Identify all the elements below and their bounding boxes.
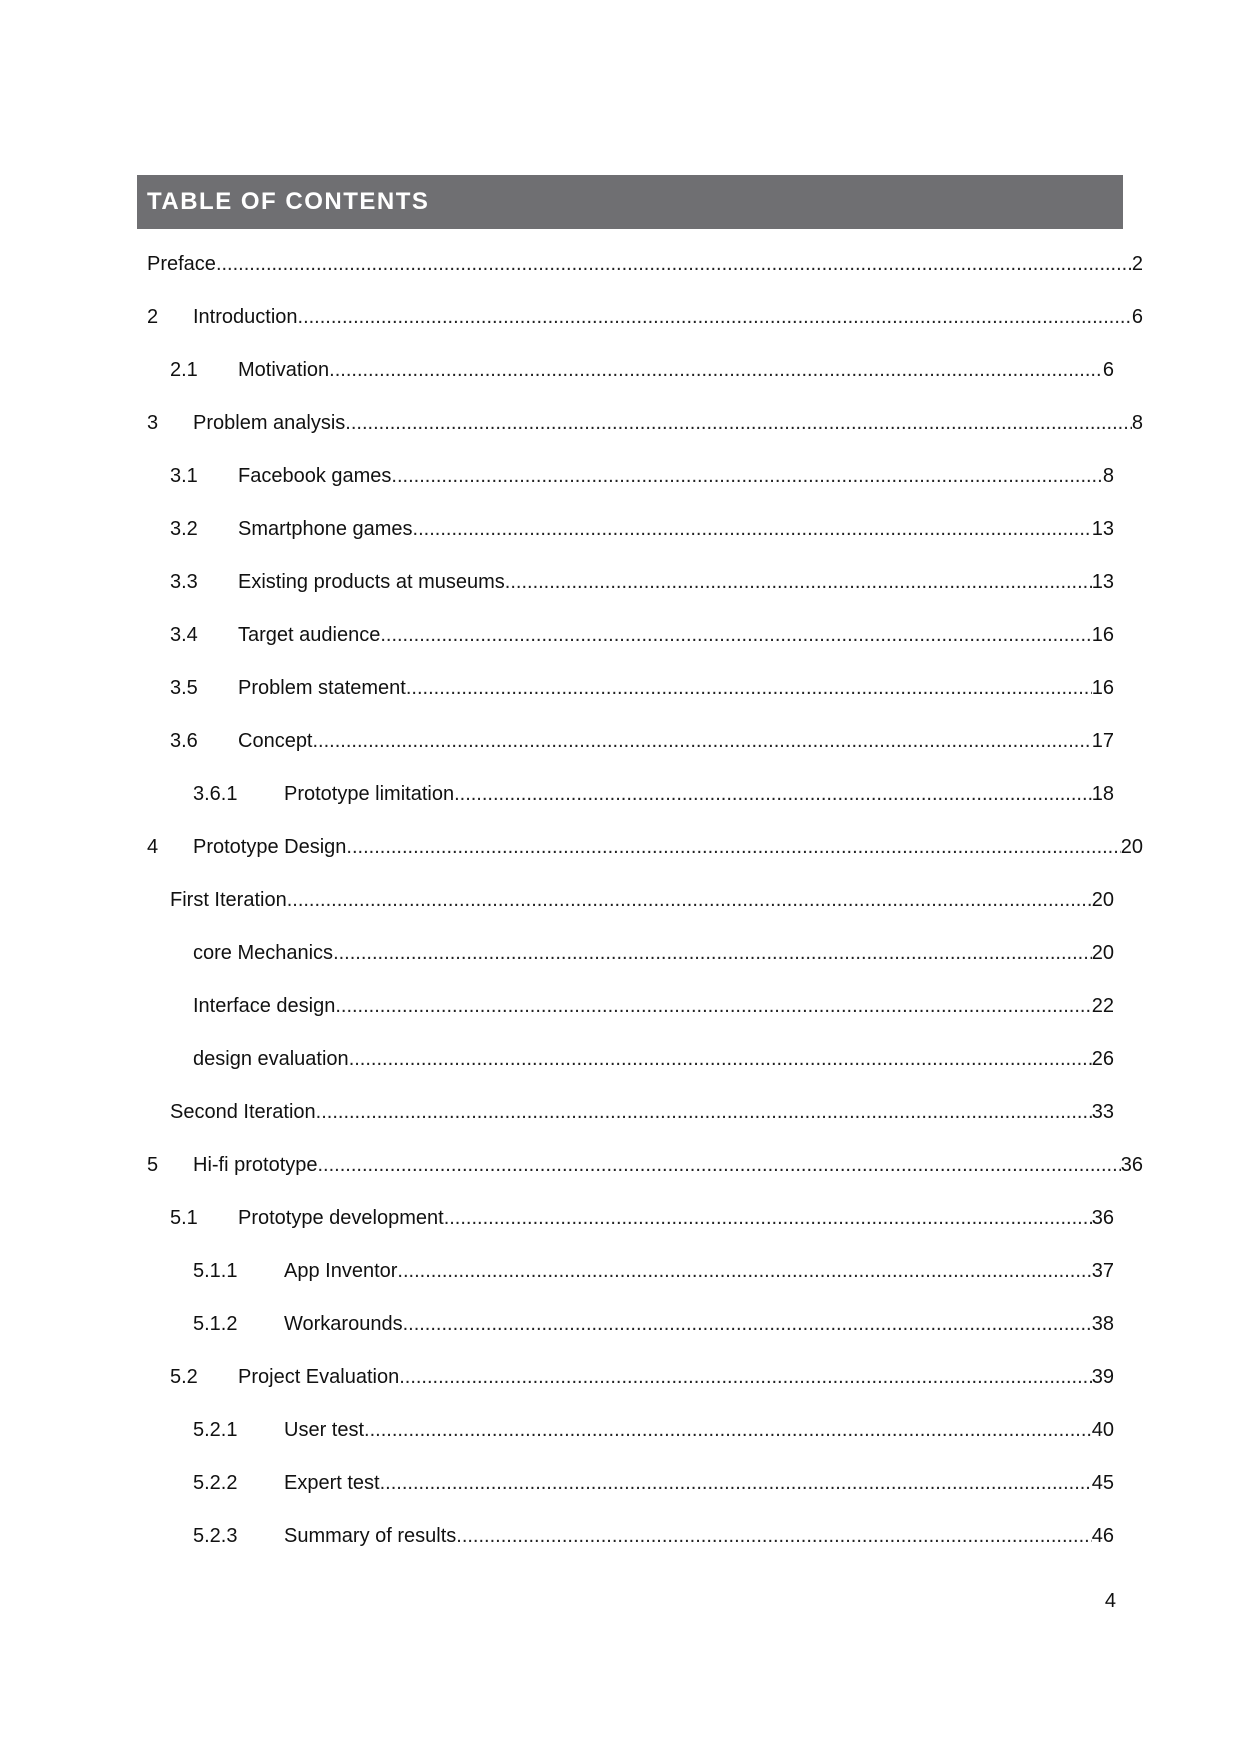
toc-entry-number: 5.1	[170, 1207, 198, 1229]
toc-entry-leader	[349, 1044, 1092, 1074]
toc-entry-leader	[333, 938, 1092, 968]
toc-entry-page: 6	[1131, 306, 1143, 328]
toc-entry-title: Facebook games	[238, 465, 392, 487]
toc-entry[interactable]	[170, 885, 1114, 915]
toc-entry-title: Existing products at museums	[238, 571, 505, 593]
toc-entry-number: 2.1	[170, 359, 198, 381]
toc-entry-leader	[454, 779, 1092, 809]
toc-entry-number: 5.2	[170, 1366, 198, 1388]
toc-entry-title: First Iteration	[170, 889, 287, 911]
toc-entry-leader	[505, 567, 1092, 597]
toc-entry-number: 3.1	[170, 465, 198, 487]
toc-entry-number: 5.2.3	[193, 1525, 238, 1547]
toc-entry-leader	[391, 461, 1102, 491]
toc-entry-page: 13	[1091, 518, 1114, 540]
toc-entry-title: App Inventor	[284, 1260, 398, 1282]
page-number: 4	[1104, 1590, 1116, 1612]
toc-entry-page: 20	[1091, 889, 1114, 911]
toc-entry[interactable]	[170, 567, 1114, 597]
toc-entry-title: Preface	[147, 253, 216, 275]
toc-entry-number: 3	[147, 412, 159, 434]
toc-entry[interactable]	[193, 779, 1114, 809]
toc-entry[interactable]	[170, 355, 1114, 385]
toc-entry[interactable]	[147, 302, 1143, 332]
toc-entry-page: 45	[1091, 1472, 1114, 1494]
toc-entry-page: 22	[1091, 995, 1114, 1017]
toc-heading-text: TABLE OF CONTENTS	[147, 188, 430, 215]
toc-entry-leader	[316, 1097, 1092, 1127]
toc-entry-title: Concept	[238, 730, 313, 752]
toc-entry-leader	[403, 1309, 1092, 1339]
toc-entry-page: 37	[1091, 1260, 1114, 1282]
toc-entry-page: 38	[1091, 1313, 1114, 1335]
toc-entry-page: 46	[1091, 1525, 1114, 1547]
toc-entry-page: 13	[1091, 571, 1114, 593]
toc-entry-page: 8	[1102, 465, 1114, 487]
toc-entry-leader	[413, 514, 1092, 544]
toc-entry-page: 33	[1091, 1101, 1114, 1123]
toc-entry[interactable]	[147, 249, 1143, 279]
toc-entry-title: Problem statement	[238, 677, 406, 699]
toc-entry[interactable]	[170, 673, 1114, 703]
toc-entry[interactable]	[147, 408, 1143, 438]
toc-entry-number: 3.3	[170, 571, 198, 593]
toc-entry[interactable]	[147, 832, 1143, 862]
toc-entry-title: Workarounds	[284, 1313, 403, 1335]
toc-entry-title: Motivation	[238, 359, 330, 381]
toc-entry-page: 16	[1091, 677, 1114, 699]
toc-entry-leader	[329, 355, 1103, 385]
toc-entry-title: core Mechanics	[193, 942, 334, 964]
toc-entry[interactable]	[170, 514, 1114, 544]
toc-entry-leader	[345, 408, 1132, 438]
toc-entry[interactable]	[193, 1309, 1114, 1339]
toc-entry-page: 2	[1131, 253, 1143, 275]
toc-entry-title: Smartphone games	[238, 518, 413, 540]
toc-entry[interactable]	[193, 1256, 1114, 1286]
toc-entry-number: 5.2.2	[193, 1472, 238, 1494]
toc-entry[interactable]	[170, 1203, 1114, 1233]
toc-entry-leader	[287, 885, 1092, 915]
toc-entry-title: Prototype Design	[193, 836, 347, 858]
toc-entry-page: 36	[1120, 1154, 1143, 1176]
toc-entry[interactable]	[147, 1150, 1143, 1180]
toc-entry[interactable]	[170, 726, 1114, 756]
toc-entry-title: Interface design	[193, 995, 336, 1017]
toc-entry[interactable]	[193, 938, 1114, 968]
toc-entry-title: Expert test	[284, 1472, 380, 1494]
toc-entry-leader	[216, 249, 1132, 279]
toc-entry-number: 3.6.1	[193, 783, 238, 805]
toc-entry-title: Prototype development	[238, 1207, 444, 1229]
toc-entry-title: Problem analysis	[193, 412, 346, 434]
toc-entry[interactable]	[170, 1362, 1114, 1392]
toc-entry[interactable]	[193, 991, 1114, 1021]
toc-entry-page: 18	[1091, 783, 1114, 805]
toc-entry-leader	[380, 620, 1091, 650]
toc-entry-leader	[399, 1362, 1092, 1392]
toc-entry-number: 3.4	[170, 624, 198, 646]
toc-entry-title: Second Iteration	[170, 1101, 316, 1123]
toc-heading	[137, 175, 1123, 229]
toc-entry-page: 40	[1091, 1419, 1114, 1441]
toc-entry[interactable]	[170, 1097, 1114, 1127]
toc-entry-number: 3.5	[170, 677, 198, 699]
toc-entry-leader	[406, 673, 1092, 703]
toc-entry-number: 5.1.2	[193, 1313, 238, 1335]
toc-entry-number: 3.2	[170, 518, 198, 540]
toc-entry-page: 6	[1102, 359, 1114, 381]
toc-entry[interactable]	[170, 620, 1114, 650]
toc-entry-leader	[397, 1256, 1091, 1286]
toc-entry-title: design evaluation	[193, 1048, 349, 1070]
toc-entry-title: Hi-fi prototype	[193, 1154, 318, 1176]
toc-entry-page: 20	[1091, 942, 1114, 964]
toc-entry-leader	[444, 1203, 1092, 1233]
toc-entry-leader	[380, 1468, 1092, 1498]
toc-entry-leader	[456, 1521, 1091, 1551]
toc-entry-page: 16	[1091, 624, 1114, 646]
toc-entry-leader	[313, 726, 1092, 756]
toc-entry-leader	[298, 302, 1132, 332]
toc-entry-page: 36	[1091, 1207, 1114, 1229]
toc-entry[interactable]	[193, 1044, 1114, 1074]
toc-entry-number: 3.6	[170, 730, 198, 752]
toc-entry-number: 5.1.1	[193, 1260, 238, 1282]
toc-entry-number: 4	[147, 836, 159, 858]
toc-entry-page: 26	[1091, 1048, 1114, 1070]
toc-entry-page: 8	[1131, 412, 1143, 434]
toc-entry-leader	[318, 1150, 1121, 1180]
toc-entry[interactable]	[170, 461, 1114, 491]
toc-entry-number: 5.2.1	[193, 1419, 238, 1441]
toc-entry-title: Introduction	[193, 306, 298, 328]
toc-entry-page: 39	[1091, 1366, 1114, 1388]
toc-entry-title: Project Evaluation	[238, 1366, 400, 1388]
toc-entry-page: 20	[1120, 836, 1143, 858]
toc-entry-number: 2	[147, 306, 159, 328]
toc-entry-title: Summary of results	[284, 1525, 457, 1547]
toc-entry-leader	[364, 1415, 1092, 1445]
toc-entry-leader	[346, 832, 1120, 862]
toc-entry-page: 17	[1091, 730, 1114, 752]
toc-entry-title: Prototype limitation	[284, 783, 455, 805]
toc-entry-leader	[335, 991, 1091, 1021]
toc-entry-title: User test	[284, 1419, 365, 1441]
toc-entry-number: 5	[147, 1154, 159, 1176]
toc-entry[interactable]	[193, 1521, 1114, 1551]
toc-entry[interactable]	[193, 1468, 1114, 1498]
toc-entry[interactable]	[193, 1415, 1114, 1445]
toc-entry-title: Target audience	[238, 624, 381, 646]
